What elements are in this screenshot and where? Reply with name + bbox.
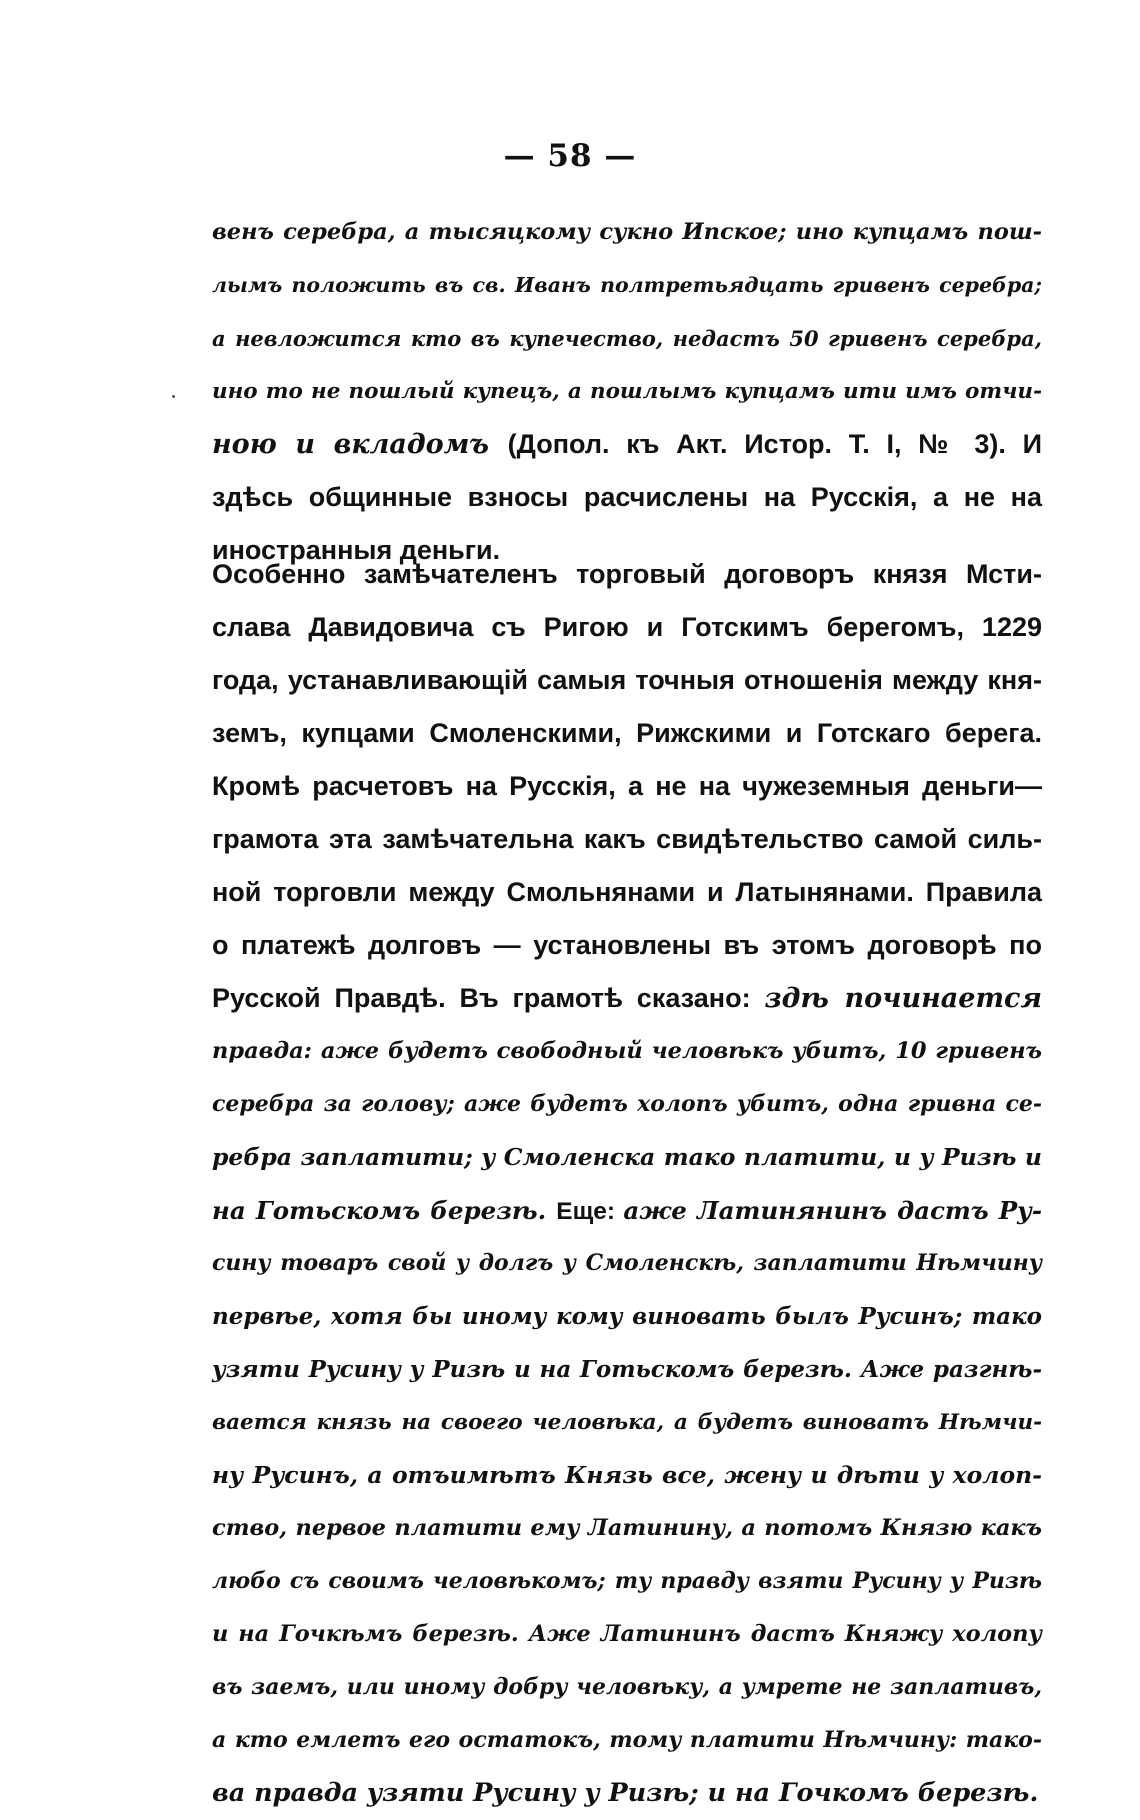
italic-text-run: узяти Русину у Ризѣ и на Готьскомъ березѣ. Аже разгнѣ-: [212, 1356, 1042, 1383]
text-line: [212, 601, 1042, 654]
margin-speck: [172, 395, 175, 398]
paragraph-2: [212, 548, 1042, 1820]
text-line: [212, 1131, 1042, 1184]
italic-text-run: венъ серебра, а тысяцкому сукно Ипское; ино купцамъ пош-: [212, 219, 1042, 245]
italic-text-run: на Готьскомъ березѣ.: [212, 1196, 557, 1225]
roman-text-run: года, устанавливающій самыя точныя отношенія между кня-: [212, 665, 1042, 695]
italic-text-run: первѣе, хотя бы иному кому виновать былъ Русинъ; тако: [212, 1303, 1042, 1330]
text-line: [212, 1184, 1042, 1237]
text-line: [212, 1502, 1042, 1555]
italic-text-run: ство, первое платити ему Латинину, а потомъ Князю какъ: [212, 1515, 1042, 1541]
italic-text-run: серебра за голову; аже будетъ холопъ убитъ, одна гривна се-: [212, 1091, 1042, 1117]
text-line: [212, 707, 1042, 760]
text-line: [212, 1025, 1042, 1078]
italic-text-run: вается князь на своего человѣка, а будетъ виноватъ Нѣмчи-: [212, 1410, 1042, 1435]
text-line: [212, 471, 1042, 524]
text-line: [212, 1449, 1042, 1502]
italic-text-run: сину товаръ свой у долгъ у Смоленскѣ, заплатити Нѣмчину: [212, 1250, 1042, 1276]
text-line: [212, 1237, 1042, 1290]
text-line: [212, 1343, 1042, 1396]
text-line: [212, 418, 1042, 471]
italic-text-run: ною и вкладомъ: [212, 429, 508, 460]
roman-text-run: слава Давидовича съ Ригою и Готскимъ берегомъ, 1229: [212, 612, 1042, 642]
text-line: [212, 1608, 1042, 1661]
text-line: [212, 548, 1042, 601]
italic-text-run: ребра заплатити; у Смоленска тако платити, и у Ризѣ и: [212, 1143, 1042, 1171]
text-line: [212, 206, 1042, 259]
roman-text-run: здѣсь общинные взносы расчислены на Русскія, а не на: [212, 482, 1042, 512]
text-line: [212, 1661, 1042, 1714]
text-line: [212, 760, 1042, 813]
text-line: [212, 1767, 1042, 1820]
roman-text-run: Русской Правдѣ. Въ грамотѣ сказано:: [212, 983, 765, 1013]
italic-text-run: любо съ своимъ человѣкомъ; ту правду взяти Русину у Ризѣ: [212, 1568, 1042, 1594]
italic-text-run: ино то не пошлый купецъ, а пошлымъ купцамъ ити имъ отчи-: [212, 379, 1042, 404]
text-line: [212, 365, 1042, 418]
roman-text-run: земъ, купцами Смоленскими, Рижскими и Готскаго берега.: [212, 718, 1042, 748]
text-line: [212, 919, 1042, 972]
roman-text-run: Особенно замѣчателенъ торговый договоръ князя Мсти-: [212, 559, 1042, 589]
italic-text-run: ва правда узяти Русину у Ризѣ; и на Гочкомъ березѣ.: [212, 1778, 1039, 1808]
italic-text-run: лымъ положить въ св. Иванъ полтретьядцать гривенъ серебра;: [212, 273, 1042, 297]
text-line: [212, 866, 1042, 919]
roman-text-run: Кромѣ расчетовъ на Русскія, а не на чужеземныя деньги—: [212, 771, 1042, 801]
roman-text-run: Еще:: [556, 1198, 624, 1225]
text-line: [212, 654, 1042, 707]
italic-text-run: и на Гочкѣмъ березѣ. Аже Латининъ дастъ Княжу холопу: [212, 1621, 1042, 1647]
text-line: [212, 1396, 1042, 1449]
text-line: [212, 312, 1042, 365]
roman-text-run: (Допол. къ Акт. Истор. Т. I, № 3). И: [507, 429, 1042, 459]
text-line: [212, 1290, 1042, 1343]
italic-text-run: а невложится кто въ купечество, недастъ 50 гривенъ серебра,: [212, 326, 1042, 351]
italic-text-run: ну Русинъ, а отъимѣтъ Князь все, жену и дѣти у холоп-: [212, 1461, 1042, 1489]
paragraph-1: [212, 206, 1042, 577]
roman-text-run: иностранныя деньги.: [212, 535, 501, 565]
roman-text-run: грамота эта замѣчательна какъ свидѣтельство самой силь-: [212, 824, 1042, 854]
text-line: [212, 1555, 1042, 1608]
italic-text-run: а кто емлетъ его остатокъ, тому платити Нѣмчину: тако-: [212, 1727, 1042, 1753]
text-line: [212, 972, 1042, 1025]
italic-text-run: въ заемъ, или иному добру человѣку, а умрете не заплативъ,: [212, 1674, 1042, 1700]
roman-text-run: о платежѣ долговъ — установлены въ этомъ договорѣ по: [212, 930, 1042, 960]
page-number: — 58 —: [503, 138, 637, 174]
text-line: [212, 813, 1042, 866]
italic-text-run: правда: аже будетъ свободный человѣкъ убитъ, 10 гривенъ: [212, 1038, 1042, 1064]
text-line: [212, 1078, 1042, 1131]
italic-text-run: здѣ починается: [764, 983, 1042, 1014]
roman-text-run: ной торговли между Смольнянами и Латынянами. Правила: [212, 877, 1042, 907]
italic-text-run: аже Латинянинъ дастъ Ру-: [623, 1196, 1042, 1225]
text-line: [212, 259, 1042, 312]
text-line: [212, 1714, 1042, 1767]
